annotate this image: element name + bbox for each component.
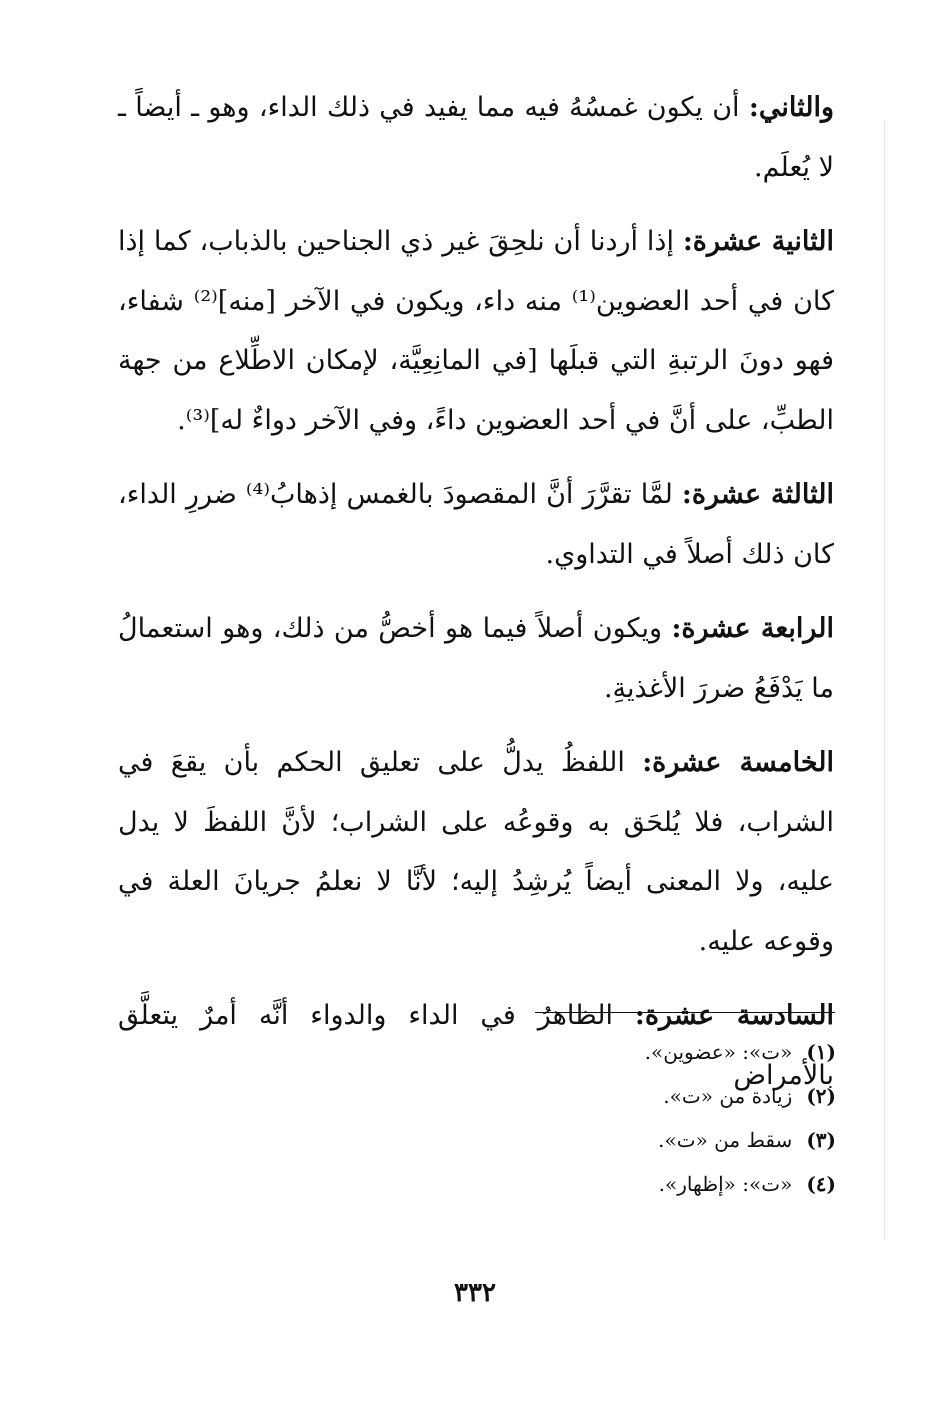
footnote-number: (٤): [806, 1172, 836, 1196]
paragraph-heading: الرابعة عشرة:: [671, 613, 835, 644]
footnote: [400, 1030, 836, 1074]
paragraph: [118, 599, 834, 718]
paragraph-heading: الثانية عشرة:: [682, 226, 834, 257]
footnote-text: «ت»: «عضوين».: [644, 1040, 793, 1064]
footnote-number: (٢): [806, 1084, 836, 1108]
paragraph-heading: السادسة عشرة:: [634, 1000, 835, 1031]
page-number: ٣٣٢: [454, 1278, 496, 1308]
footnote-number: (٣): [806, 1128, 836, 1152]
paragraph-heading: الثالثة عشرة:: [681, 479, 834, 510]
paragraph: [118, 78, 834, 197]
paragraph: [118, 733, 834, 971]
main-text: [118, 78, 834, 1120]
footnote-text: سقط من «ت».: [658, 1128, 793, 1152]
footnote: [400, 1118, 836, 1162]
paragraph-body: أن يكون غمسُهُ فيه مما يفيد في ذلك الداء، وهو ـ أيضاً ـ لا يُعلَم.: [118, 92, 834, 183]
paragraph-heading: والثاني:: [748, 92, 834, 123]
paragraph: [118, 465, 834, 584]
footnote-text: «ت»: «إظهار».: [658, 1172, 793, 1196]
paragraph-body: لمَّا تقرَّرَ أنَّ المقصودَ بالغمس إذهابُ⁽⁴⁾ ضررِ الداء، كان ذلك أصلاً في التداوي.: [118, 479, 834, 570]
footnote: [400, 1074, 836, 1118]
paragraph-heading: الخامسة عشرة:: [642, 747, 834, 778]
footnote: [400, 1162, 836, 1206]
paragraph-body: اللفظُ يدلُّ على تعليق الحكم بأن يقعَ في الشراب، فلا يُلحَق به وقوعُه على الشراب؛ لأنَّ اللفظَ لا يدل عليه، ولا المعنى أيضاً يُرشِدُ إليه؛ لأنَّا لا نعلمُ جريانَ العلة في وقوعه عليه.: [118, 747, 834, 957]
footnote-separator: [535, 1012, 835, 1013]
paragraph-body: ويكون أصلاً فيما هو أخصُّ من ذلك، وهو استعمالُ ما يَدْفَعُ ضررَ الأغذيةِ.: [118, 613, 834, 704]
footnotes: [400, 1030, 836, 1206]
paragraph-body: إذا أردنا أن نلحِقَ غير ذي الجناحين بالذباب، كما إذا كان في أحد العضوين⁽¹⁾ منه داء، ويكون في الآخر [منه]⁽²⁾ شفاء، فهو دونَ الرتبةِ التي قبلَها [في المانِعِيَّة، لإمكان الاطِّلاع من جهة الطبِّ، على أنَّ في أحد العضوين داءً، وفي الآخر دواءٌ له]⁽³⁾.: [118, 226, 834, 436]
paragraph: [118, 212, 834, 450]
footnote-number: (١): [806, 1040, 836, 1064]
page-edge-shadow: [884, 120, 885, 1240]
paragraph-body: الظاهرُ في الداء والدواء أنَّه أمرٌ يتعلَّق بالأمراض: [118, 1000, 834, 1091]
footnote-text: زيادة من «ت».: [663, 1084, 793, 1108]
